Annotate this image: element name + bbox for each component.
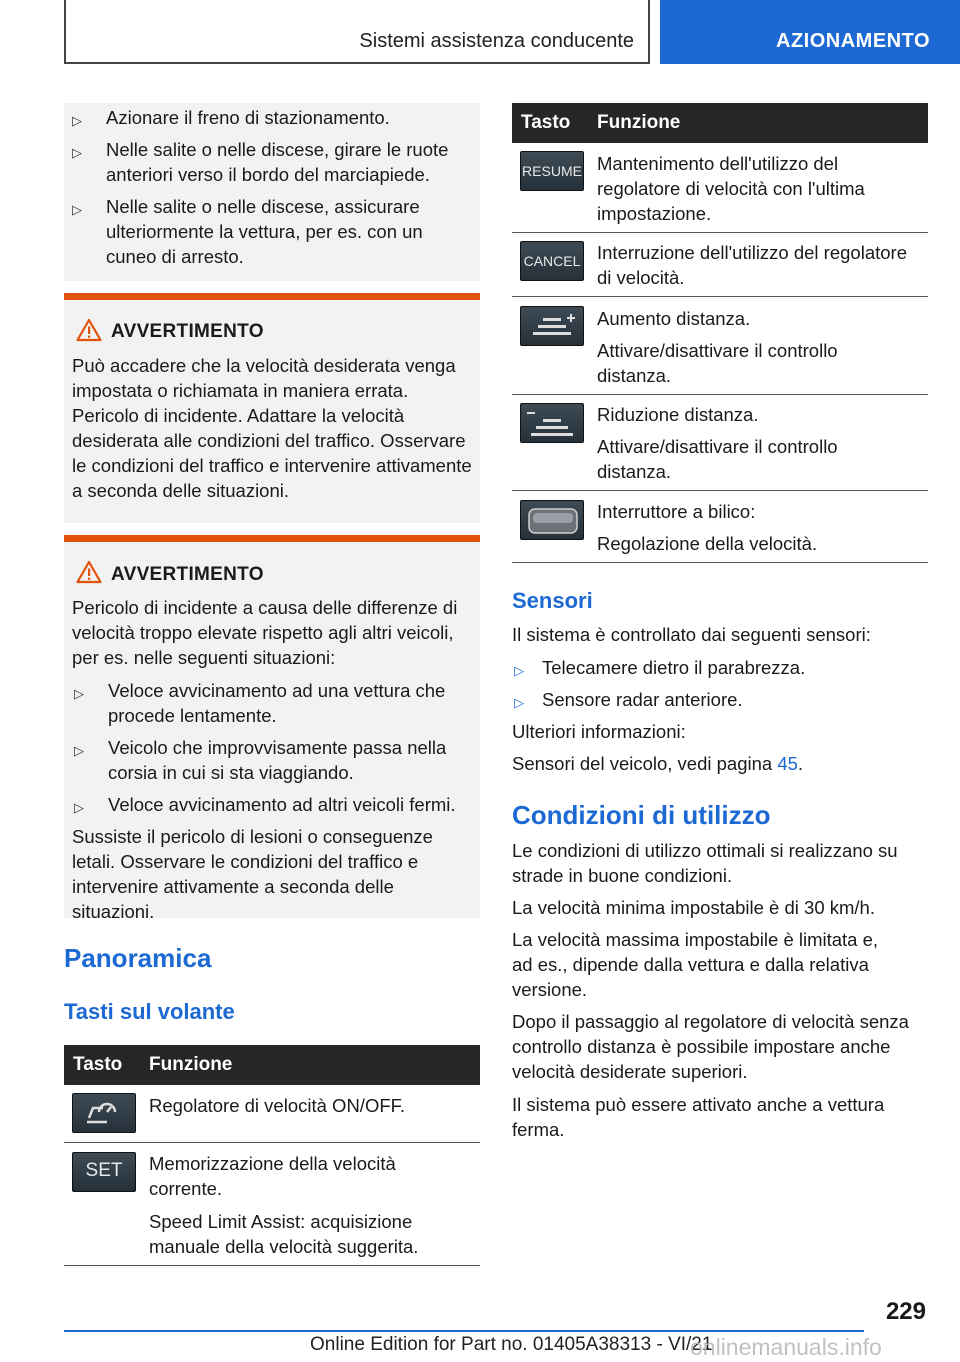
warning-text: Può accadere che la velocità desiderata venga impostata o richiamata in maniera errata. Pericolo di incidente. Adattare la velocità desiderata alle condizioni del traffico. Osservare le condizioni del traffico e intervenire attivamente a seconda delle situazioni. <box>72 355 472 501</box>
watermark: onlinemanuals.info <box>690 1334 882 1360</box>
list-item: ▷ Azionare il freno di stazionamento. <box>72 105 472 130</box>
table-row-divider <box>512 394 928 395</box>
cruise-control-key-icon <box>72 1093 136 1133</box>
paragraph: Il sistema può essere attivato anche a vettura ferma. <box>512 1094 885 1140</box>
table-cell-function: Riduzione distanza. <box>597 404 759 425</box>
warning-intro: Pericolo di incidente a causa delle differenze di velocità troppo elevate rispetto agli altri veicoli, per es. nelle seguenti situazioni: <box>72 597 458 668</box>
cancel-key: CANCEL <box>520 241 584 281</box>
header-section-tab <box>64 0 650 64</box>
triangle-bullet-icon: ▷ <box>72 145 82 160</box>
table-cell-function: Speed Limit Assist: acquisizione manuale della velocità suggerita. <box>149 1211 419 1257</box>
column-header-key: Tasto <box>521 112 571 133</box>
sensori-intro: Il sistema è controllato dai seguenti sensori: <box>512 624 871 645</box>
list-item: ▷ Veloce avvicinamento ad altri veicoli fermi. <box>74 792 474 817</box>
table-cell-function: Regolatore di velocità ON/OFF. <box>149 1095 406 1116</box>
page-number: 229 <box>885 1298 926 1325</box>
table-header <box>64 1045 480 1085</box>
section-heading-condizioni: Condizioni di utilizzo <box>512 800 771 830</box>
paragraph: Dopo il passaggio al regolatore di velocità senza controllo distanza è possibile impostare anche velocità desiderate superiori. <box>512 1011 909 1082</box>
resume-key: RESUME <box>520 151 584 191</box>
warning-bar <box>64 535 480 542</box>
paragraph: La velocità minima impostabile è di 30 km/h. <box>512 897 875 918</box>
triangle-bullet-icon: ▷ <box>74 743 84 758</box>
warning-bar <box>64 293 480 300</box>
table-cell-function: Interruttore a bilico: <box>597 501 756 522</box>
subheading-steering-keys: Tasti sul volante <box>64 999 235 1024</box>
set-key: SET <box>72 1152 136 1192</box>
list-item: ▷ Veloce avvicinamento ad una vettura che procede lentamente. <box>74 680 446 726</box>
list-item: ▷ Veicolo che improvvisamente passa nella corsia in cui si sta viaggiando. <box>74 737 447 783</box>
header-chapter-tab <box>660 0 960 64</box>
table-cell-function: Mantenimento dell'utilizzo del regolatore di velocità con l'ultima impostazione. <box>597 153 865 224</box>
table-row-divider <box>64 1142 480 1143</box>
table-cell-function: Aumento distanza. <box>597 308 751 329</box>
list-item: ▷ Sensore radar anteriore. <box>514 687 914 712</box>
triangle-bullet-icon: ▷ <box>72 202 82 217</box>
warning-title: AVVERTIMENTO <box>111 564 264 585</box>
triangle-bullet-icon: ▷ <box>514 663 524 678</box>
section-heading-sensori: Sensori <box>512 588 593 613</box>
table-row-divider <box>512 490 928 491</box>
header-section-title: Sistemi assistenza conducente <box>359 30 634 52</box>
paragraph: Le condizioni di utilizzo ottimali si realizzano su strade in buone condizioni. <box>512 840 898 886</box>
list-item: ▷ Nelle salite o nelle discese, girare le ruote anteriori verso il bordo del marciapiede. <box>72 139 449 185</box>
list-item: ▷ Nelle salite o nelle discese, assicurare ulteriormente la vettura, per es. con un cuneo di arresto. <box>72 196 423 267</box>
table-row-divider <box>64 1265 480 1266</box>
triangle-bullet-icon: ▷ <box>74 800 84 815</box>
triangle-bullet-icon: ▷ <box>72 113 82 128</box>
column-header-function: Funzione <box>597 112 681 133</box>
warning-outro: Sussiste il pericolo di lesioni o conseguenze letali. Osservare le condizioni del traffico e intervenire attivamente a seconda delle situazioni. <box>72 826 433 922</box>
more-info-label: Ulteriori informazioni: <box>512 721 686 742</box>
header-chapter-title: AZIONAMENTO <box>776 30 931 52</box>
paragraph: La velocità massima impostabile è limitata e, ad es., dipende dalla vettura e dalla relativa versione. <box>512 929 879 1000</box>
triangle-bullet-icon: ▷ <box>74 686 84 701</box>
triangle-bullet-icon: ▷ <box>514 695 524 710</box>
table-cell-function: Regolazione della velocità. <box>597 533 818 554</box>
table-row-divider <box>512 232 928 233</box>
table-cell-function: Attivare/disattivare il controllo distanza. <box>597 340 838 386</box>
table-row-divider <box>512 296 928 297</box>
table-header <box>512 103 928 143</box>
footer-divider <box>64 1330 864 1332</box>
distance-minus-key-icon <box>520 403 584 443</box>
table-row-divider <box>512 562 928 563</box>
warning-triangle-icon <box>76 318 102 342</box>
column-header-key: Tasto <box>73 1054 123 1075</box>
distance-plus-key-icon <box>520 306 584 346</box>
table-cell-function: Interruzione dell'utilizzo del regolatore di velocità. <box>597 242 907 288</box>
footer-edition: Online Edition for Part no. 01405A38313 - VI/21 <box>310 1334 713 1355</box>
table-cell-function: Attivare/disattivare il controllo distanza. <box>597 436 838 482</box>
rocker-switch-key-icon <box>520 500 584 540</box>
list-item: ▷ Telecamere dietro il parabrezza. <box>514 655 914 680</box>
sensor-reference: Sensori del veicolo, vedi pagina 45. <box>512 753 804 774</box>
section-heading-panoramica: Panoramica <box>64 943 212 973</box>
table-cell-function: Memorizzazione della velocità corrente. <box>149 1153 396 1199</box>
column-header-function: Funzione <box>149 1054 233 1075</box>
warning-triangle-icon <box>76 560 102 584</box>
page-link[interactable]: 45 <box>777 753 798 774</box>
warning-title: AVVERTIMENTO <box>111 321 264 342</box>
